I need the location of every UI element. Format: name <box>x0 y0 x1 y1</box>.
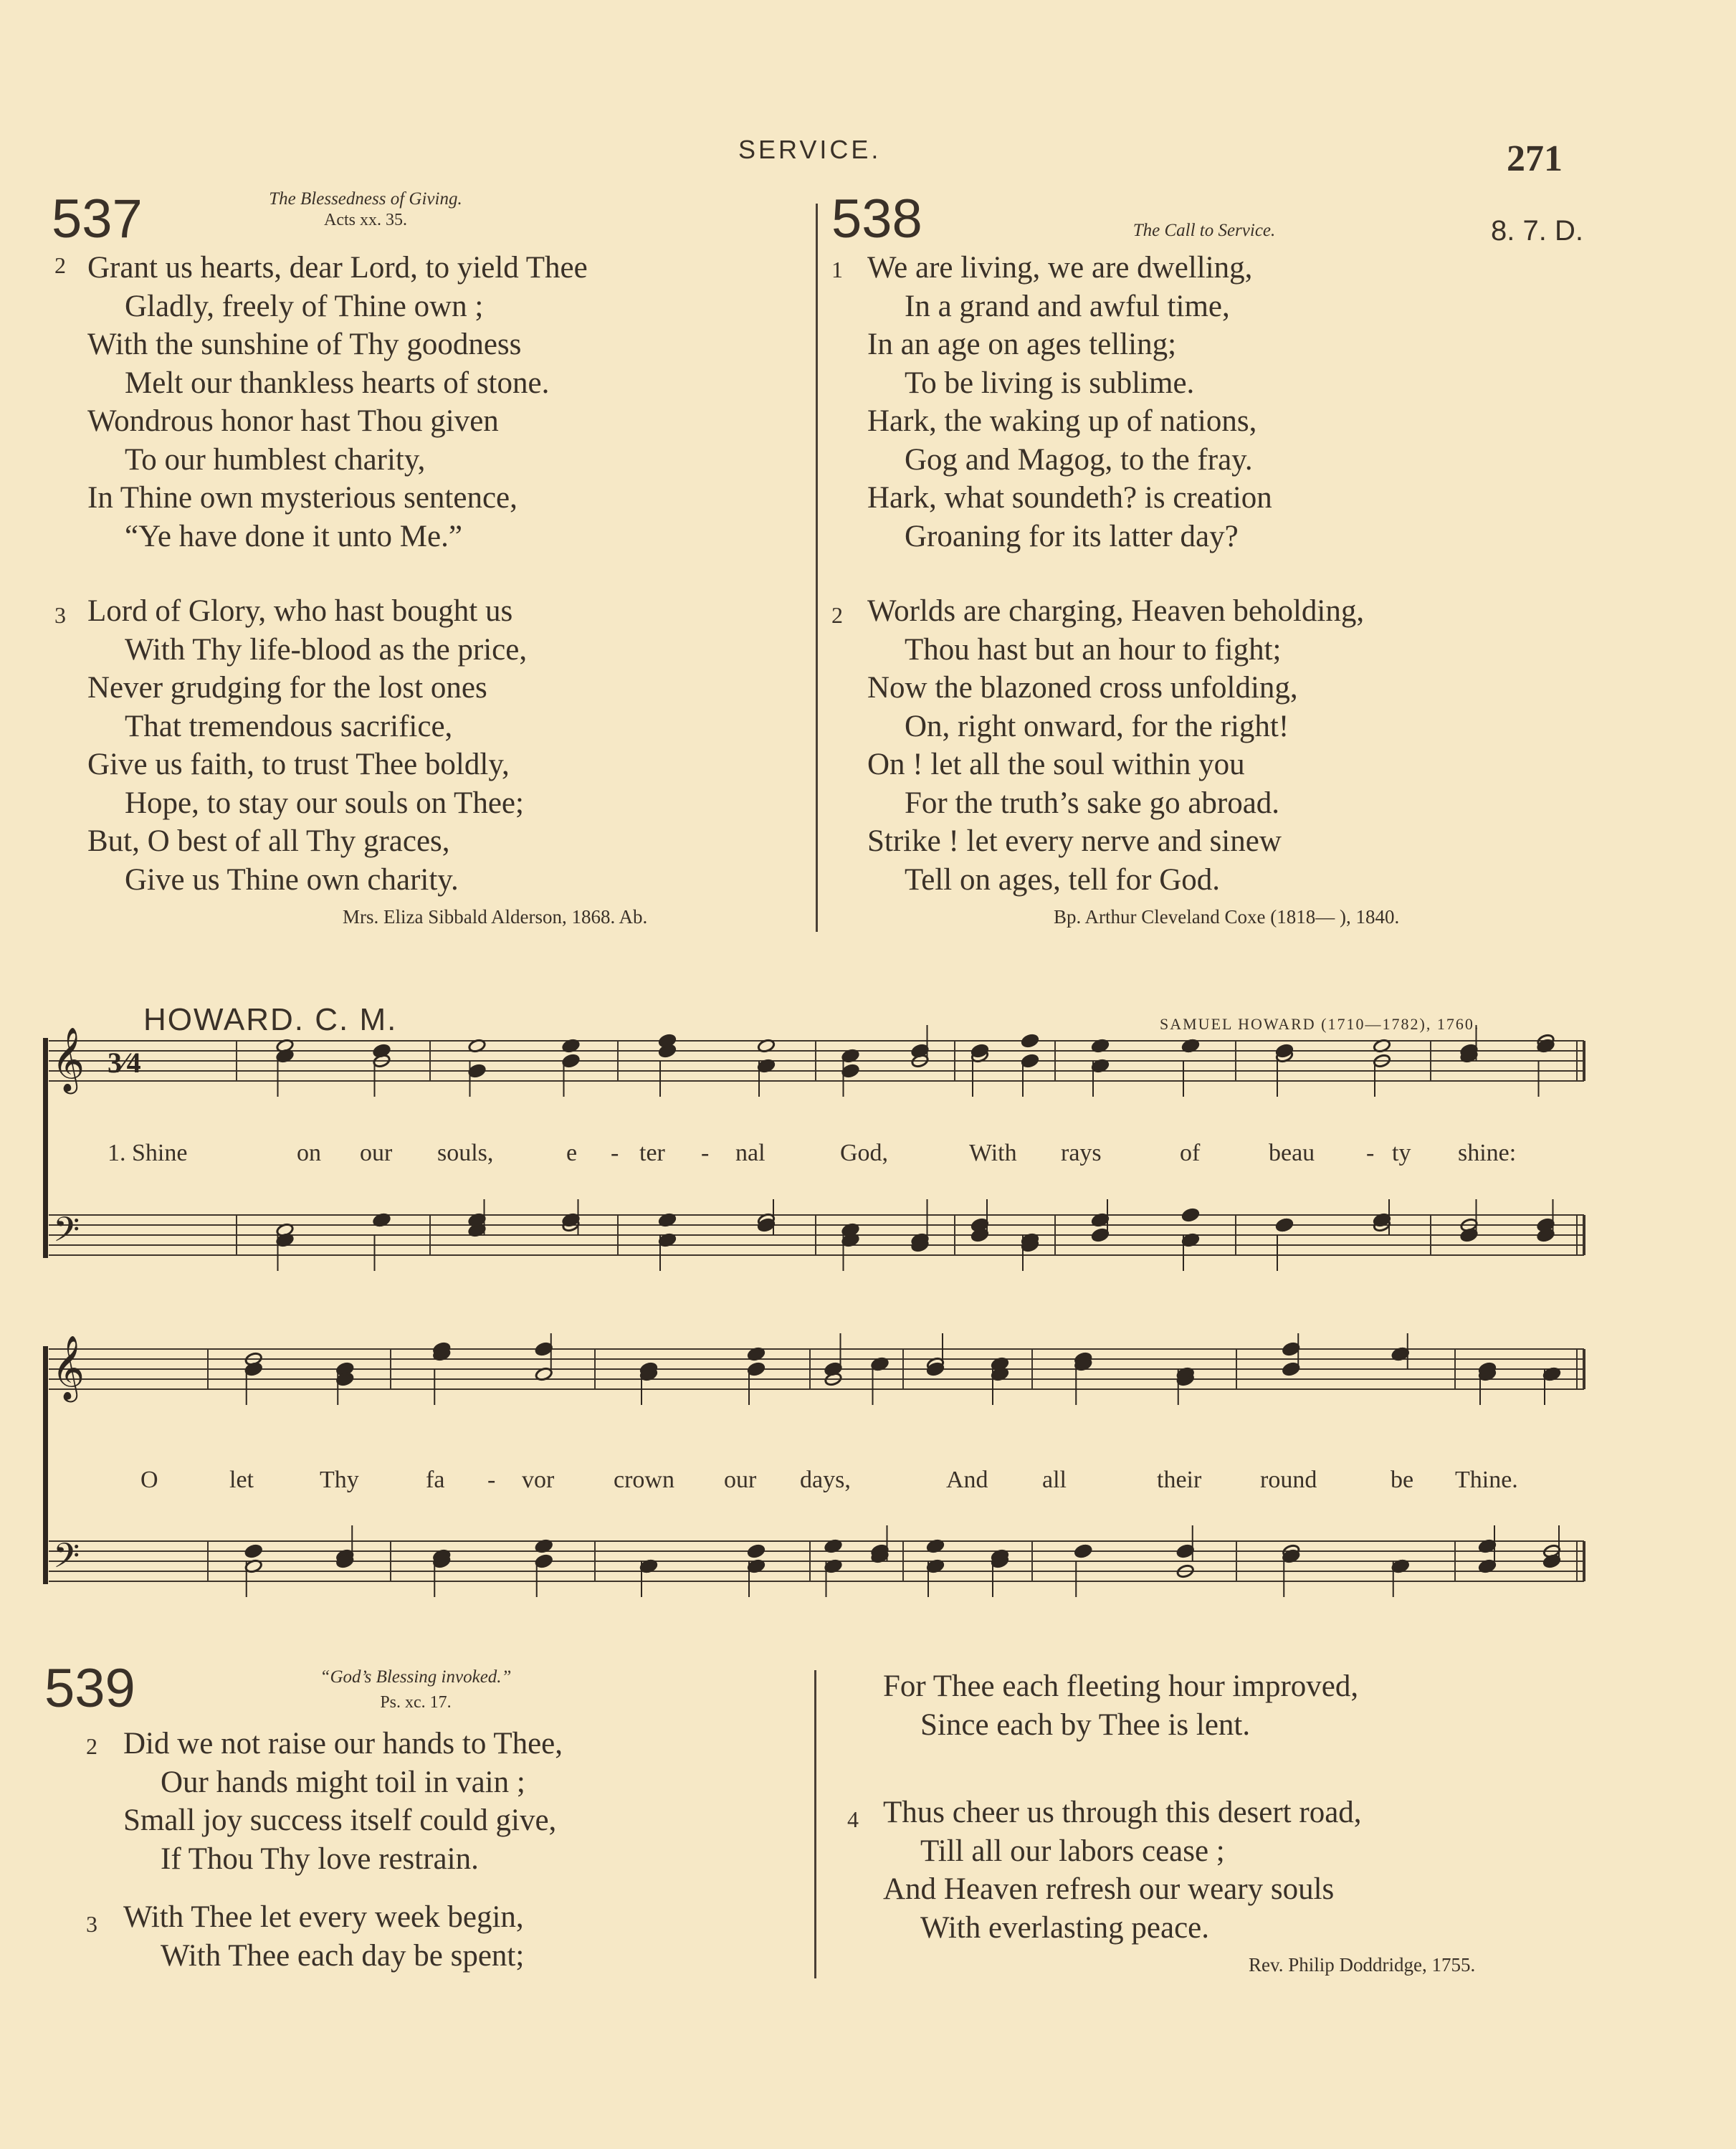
note-head <box>747 1362 765 1377</box>
verse-line: Thou hast but an hour to fight; <box>905 632 1282 667</box>
hymn-538-stanza-2 <box>867 592 1364 899</box>
verse-line: Never grudging for the lost ones <box>87 671 487 705</box>
hymn-537-reference: Acts xx. 35. <box>324 211 407 229</box>
verse-line: “Ye have done it unto Me.” <box>125 519 462 553</box>
verse-line: We are living, we are dwelling, <box>867 251 1253 285</box>
system-bracket <box>43 1038 48 1258</box>
stanza-number: 2 <box>831 602 843 628</box>
stanza-number: 2 <box>86 1733 97 1759</box>
verse-line: For the truth’s sake go abroad. <box>905 786 1280 820</box>
note-head <box>1282 1342 1300 1357</box>
verse-line: Now the blazoned cross unfolding, <box>867 671 1298 705</box>
lyric-syllable: nal <box>735 1140 766 1166</box>
note-head <box>841 1064 859 1079</box>
note-head <box>468 1064 486 1079</box>
stanza-number: 3 <box>54 602 66 628</box>
note-head <box>1282 1362 1300 1377</box>
hymn-538-meter: 8. 7. D. <box>1491 215 1583 247</box>
treble-clef-icon: 𝄞 <box>52 1027 85 1092</box>
note-head <box>1021 1054 1039 1069</box>
verse-line: Give us faith, to trust Thee boldly, <box>87 748 510 781</box>
lyric-syllable: 1. Shine <box>108 1140 188 1166</box>
column-divider <box>816 204 818 932</box>
verse-line: And Heaven refresh our weary souls <box>883 1872 1335 1906</box>
verse-line: For Thee each fleeting hour improved, <box>883 1669 1359 1703</box>
section-header: SERVICE. <box>738 135 882 164</box>
bass-clef-icon: 𝄢 <box>53 1209 80 1258</box>
lyric-syllable: - <box>487 1467 496 1493</box>
tune-name: HOWARD. C. M. <box>143 1002 398 1037</box>
lyric-syllable: their <box>1157 1467 1202 1493</box>
note-head <box>244 1544 262 1559</box>
note-head <box>1176 1544 1194 1559</box>
treble-clef-icon: 𝄞 <box>52 1335 85 1400</box>
lyric-syllable: - <box>1366 1140 1375 1166</box>
music-system-1 <box>0 1025 1736 1326</box>
lyric-syllable: Thine. <box>1455 1467 1518 1493</box>
hymn-539-stanza-3-cont <box>883 1667 1358 1744</box>
lyric-syllable: ty <box>1392 1140 1411 1166</box>
verse-line: Grant us hearts, dear Lord, to yield Thee <box>87 251 588 285</box>
page-number: 271 <box>1507 138 1563 179</box>
column-divider <box>814 1670 816 1978</box>
verse-line: Thus cheer us through this desert road, <box>883 1796 1362 1829</box>
lyric-syllable: fa <box>426 1467 445 1493</box>
verse-line: Our hands might toil in vain ; <box>161 1765 525 1799</box>
note-head <box>535 1554 553 1569</box>
verse-line: With Thy life-blood as the price, <box>125 632 528 667</box>
lyric-syllable: With <box>969 1140 1017 1166</box>
lyric-syllable: crown <box>614 1467 674 1493</box>
verse-line: That tremendous sacrifice, <box>125 709 453 743</box>
note-head <box>1091 1228 1109 1243</box>
note-head <box>535 1342 553 1357</box>
hymn-537-number: 537 <box>52 189 143 249</box>
hymn-538-subtitle: The Call to Service. <box>1132 221 1276 240</box>
lyric-syllable: - <box>701 1140 710 1166</box>
verse-line: In an age on ages telling; <box>867 328 1177 361</box>
verse-line: Gladly, freely of Thine own ; <box>125 289 484 323</box>
verse-line: Hark, the waking up of nations, <box>867 404 1257 438</box>
hymn-539-stanza-3 <box>123 1898 524 1975</box>
verse-line: Till all our labors cease ; <box>920 1834 1225 1868</box>
lyric-syllable: all <box>1042 1467 1067 1493</box>
lyric-syllable: let <box>229 1467 254 1493</box>
lyric-syllable: O <box>140 1467 158 1493</box>
bass-clef-icon: 𝄢 <box>53 1535 80 1584</box>
verse-line: Tell on ages, tell for God. <box>905 862 1221 897</box>
lyric-syllable: be <box>1391 1467 1414 1493</box>
stanza-number: 1 <box>831 257 843 282</box>
lyric-syllable: - <box>611 1140 619 1166</box>
lyric-syllable: e <box>566 1140 578 1166</box>
hymn-537-subtitle: The Blessedness of Giving. <box>269 189 462 209</box>
lyric-syllable: our <box>360 1140 393 1166</box>
time-signature: 3⁄4 <box>108 1047 141 1079</box>
verse-line: In a grand and awful time, <box>905 289 1230 323</box>
lyric-syllable: And <box>946 1467 988 1493</box>
note-head <box>562 1054 580 1069</box>
verse-line: With Thee let every week begin, <box>123 1900 524 1934</box>
verse-line: Melt our thankless hearts of stone. <box>125 366 550 400</box>
lyric-syllable: our <box>724 1467 757 1493</box>
lyric-syllable: of <box>1180 1140 1201 1166</box>
verse-line: Wondrous honor hast Thou given <box>87 404 499 438</box>
verse-line: On, right onward, for the right! <box>905 709 1289 743</box>
verse-line: With everlasting peace. <box>920 1910 1209 1945</box>
hymn-537-stanza-3 <box>87 592 527 899</box>
note-head <box>1021 1034 1039 1049</box>
lyric-syllable: on <box>297 1140 321 1166</box>
verse-line: Since each by Thee is lent. <box>920 1707 1251 1742</box>
stanza-number: 2 <box>54 252 66 278</box>
hymn-538-attribution: Bp. Arthur Cleveland Coxe (1818— ), 1840. <box>1054 906 1400 928</box>
verse-line: If Thou Thy love restrain. <box>161 1841 479 1876</box>
lyric-syllable: round <box>1260 1467 1317 1493</box>
verse-line: To be living is sublime. <box>905 366 1195 400</box>
verse-line: Did we not raise our hands to Thee, <box>123 1727 563 1760</box>
lyric-syllable: rays <box>1061 1140 1102 1166</box>
note-head <box>1181 1208 1199 1223</box>
hymn-539-subtitle: “God’s Blessing invoked.” <box>320 1667 512 1687</box>
stanza-number: 4 <box>847 1806 859 1832</box>
hymn-539-stanza-2 <box>123 1725 563 1878</box>
verse-line: In Thine own mysterious sentence, <box>87 481 518 515</box>
lyric-syllable: ter <box>639 1140 665 1166</box>
verse-line: With Thee each day be spent; <box>161 1938 525 1973</box>
hymn-539-reference: Ps. xc. 17. <box>380 1693 452 1712</box>
verse-line: Gog and Magog, to the fray. <box>905 442 1253 477</box>
lyric-syllable: Thy <box>320 1467 359 1493</box>
hymn-539-number: 539 <box>44 1658 135 1719</box>
lyric-syllable: souls, <box>437 1140 494 1166</box>
verse-line: Strike ! let every nerve and sinew <box>867 824 1282 858</box>
hymn-538-stanza-1 <box>867 249 1272 556</box>
lyric-syllable: vor <box>522 1467 555 1493</box>
system-bracket <box>43 1346 48 1584</box>
verse-line: Groaning for its latter day? <box>905 519 1239 553</box>
hymn-539-stanza-4 <box>883 1793 1362 1947</box>
note-head <box>1275 1218 1293 1233</box>
lyric-syllable: days, <box>800 1467 851 1493</box>
lyric-syllable: God, <box>840 1140 889 1166</box>
verse-line: With the sunshine of Thy goodness <box>87 328 522 361</box>
hymn-539-attribution: Rev. Philip Doddridge, 1755. <box>1249 1954 1476 1976</box>
verse-line: Hope, to stay our souls on Thee; <box>125 786 524 820</box>
hymn-537-stanza-2 <box>87 249 588 556</box>
verse-line: Give us Thine own charity. <box>125 862 459 897</box>
verse-line: On ! let all the soul within you <box>867 748 1245 781</box>
hymn-538-number: 538 <box>831 189 922 249</box>
verse-line: To our humblest charity, <box>125 442 426 477</box>
lyric-syllable: beau <box>1269 1140 1315 1166</box>
note-head <box>747 1544 765 1559</box>
verse-line: But, O best of all Thy graces, <box>87 824 450 858</box>
tune-composer: SAMUEL HOWARD (1710—1782), 1760. <box>1160 1015 1480 1033</box>
verse-line: Worlds are charging, Heaven beholding, <box>867 594 1365 628</box>
lyric-syllable: shine: <box>1458 1140 1517 1166</box>
verse-line: Lord of Glory, who hast bought us <box>87 594 513 628</box>
verse-line: Hark, what soundeth? is creation <box>867 481 1272 515</box>
stanza-number: 3 <box>86 1911 97 1937</box>
hymn-537-attribution: Mrs. Eliza Sibbald Alderson, 1868. Ab. <box>343 906 648 928</box>
verse-line: Small joy success itself could give, <box>123 1803 557 1837</box>
